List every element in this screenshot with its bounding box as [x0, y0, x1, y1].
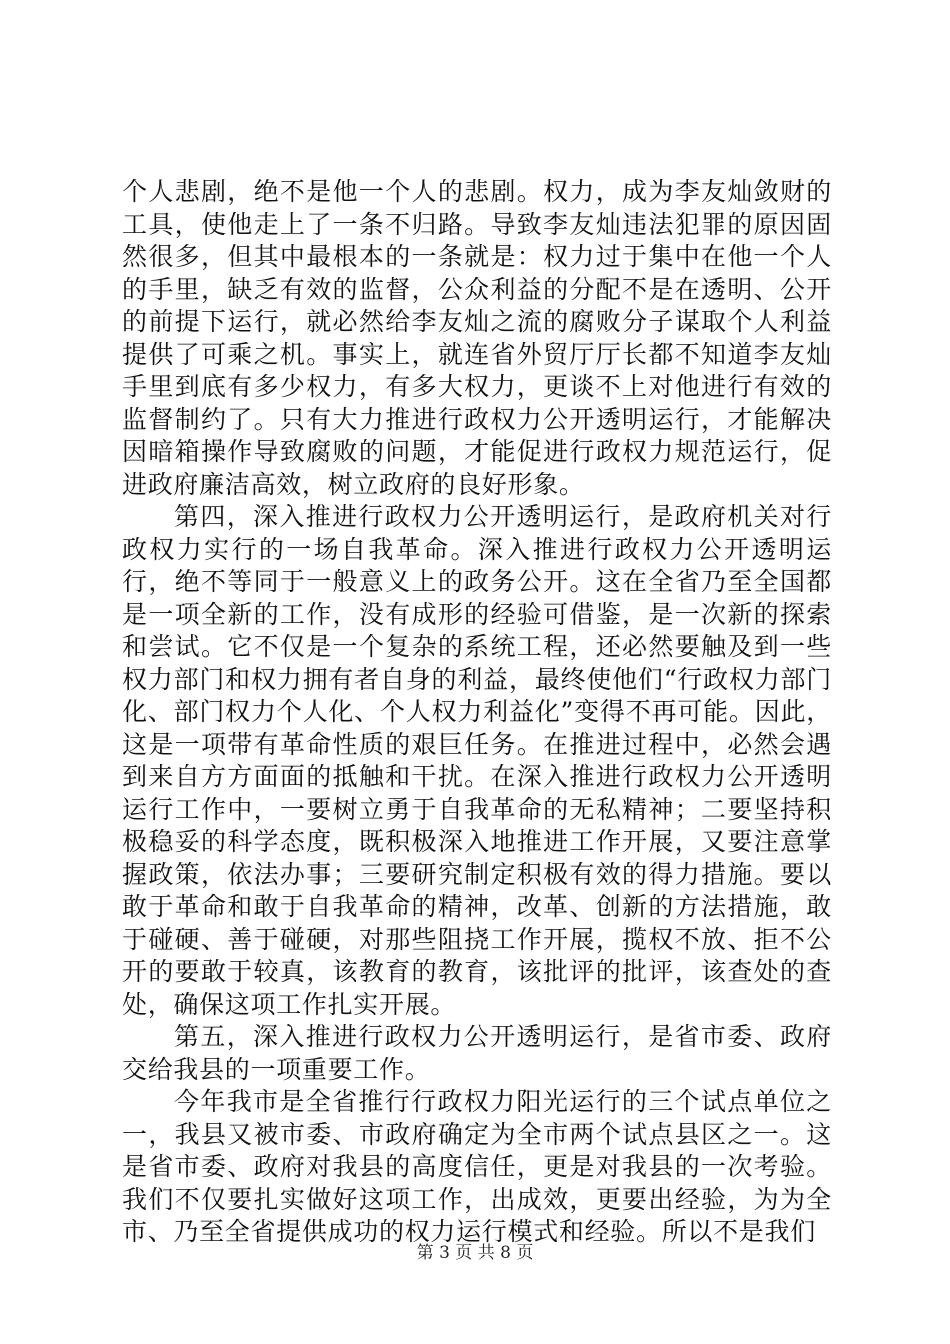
page-number-label: 第 3 页 共 8 页 — [416, 1243, 534, 1263]
paragraph-fifth-point: 第五，深入推进行政权力公开透明运行，是省市委、政府交给我县的一项重要工作。 — [122, 1022, 832, 1084]
page-footer — [0, 1242, 950, 1264]
body-text — [122, 176, 832, 1249]
paragraph-pilot-unit: 今年我市是全省推行行政权力阳光运行的三个试点单位之一，我县又被市委、市政府确定为全市两个试点县区之一。这是省市委、政府对我县的高度信任，更是对我县的一次考验。我们不仅要扎实做好这项工作，出成效，更要出经验，为为全市、乃至全省提供成功的权力运行模式和经验。所以不是我们 — [122, 1087, 832, 1246]
paragraph-fourth-point: 第四，深入推进行政权力公开透明运行，是政府机关对行政权力实行的一场自我革命。深入推进行政权力公开透明运行，绝不等同于一般意义上的政务公开。这在全省乃至全国都是一项全新的工作，没有成形的经验可借鉴，是一次新的探索和尝试。它不仅是一个复杂的系统工程，还必然要触及到一些权力部门和权力拥有者自身的利益，最终使他们“行政权力部门化、部门权力个人化、个人权力利益化”变得不再可能。因此，这是一项带有革命性质的艰巨任务。在推进过程中，必然会遇到来自方方面面的抵触和干扰。在深入推进行政权力公开透明运行工作中，一要树立勇于自我革命的无私精神；二要坚持积极稳妥的科学态度，既积极深入地推进工作开展，又要注意掌握政策，依法办事；三要研究制定积极有效的得力措施。要以敢于革命和敢于自我革命的精神，改革、创新的方法措施，敢于碰硬、善于碰硬，对那些阻挠工作开展，揽权不放、拒不公开的要敢于较真，该教育的教育，该批评的批评，该查处的查处，确保这项工作扎实开展。 — [122, 502, 832, 1019]
paragraph-continuation: 个人悲剧，绝不是他一个人的悲剧。权力，成为李友灿敛财的工具，使他走上了一条不归路。导致李友灿违法犯罪的原因固然很多，但其中最根本的一条就是：权力过于集中在他一个人的手里，缺乏有效的监督，公众利益的分配不是在透明、公开的前提下运行，就必然给李友灿之流的腐败分子谋取个人利益提供了可乘之机。事实上，就连省外贸厅厅长都不知道李友灿手里到底有多少权力，有多大权力，更谈不上对他进行有效的监督制约了。只有大力推进行政权力公开透明运行，才能解决因暗箱操作导致腐败的问题，才能促进行政权力规范运行，促进政府廉洁高效，树立政府的良好形象。 — [122, 177, 832, 499]
